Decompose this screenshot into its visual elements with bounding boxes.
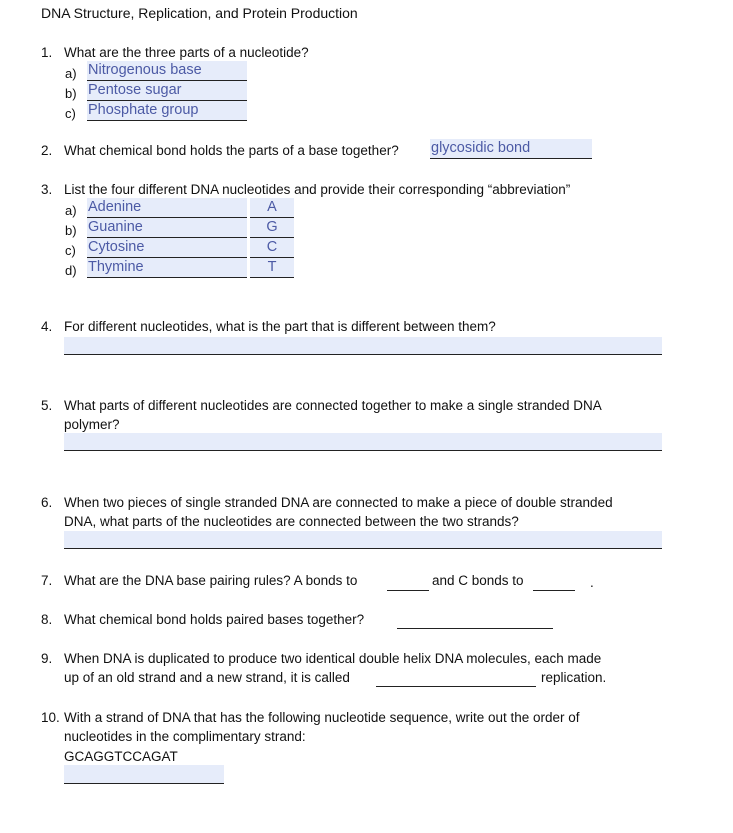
- q8-text: What chemical bond holds paired bases together?: [64, 612, 365, 627]
- q10-text-line2: nucleotides in the complimentary strand:: [64, 729, 306, 744]
- q1-number: 1.: [41, 45, 53, 60]
- q3-label-b: b): [65, 223, 77, 238]
- q5-text-line2: polymer?: [64, 417, 120, 432]
- q3-abbr-c[interactable]: C: [250, 238, 294, 258]
- q7-text-c: .: [590, 575, 594, 590]
- q7-text-a: What are the DNA base pairing rules? A bonds to: [64, 573, 358, 588]
- q10-sequence: GCAGGTCCAGAT: [64, 749, 178, 764]
- q3-name-a[interactable]: Adenine: [87, 198, 247, 218]
- q5-number: 5.: [41, 398, 53, 413]
- q7-text-b: and C bonds to: [432, 573, 524, 588]
- q4-number: 4.: [41, 319, 53, 334]
- q3-abbr-d[interactable]: T: [250, 258, 294, 278]
- q8-answer-blank[interactable]: [397, 628, 553, 629]
- q3-name-d[interactable]: Thymine: [87, 258, 247, 278]
- q5-answer[interactable]: [64, 433, 662, 451]
- q3-text: List the four different DNA nucleotides and provide their corresponding “abbreviation”: [64, 182, 571, 197]
- q7-blank-a-bonds[interactable]: [387, 590, 429, 591]
- q6-answer[interactable]: [64, 531, 662, 549]
- q9-text-line2b: replication.: [541, 670, 607, 685]
- q2-number: 2.: [41, 143, 53, 158]
- page-title: DNA Structure, Replication, and Protein Production: [41, 5, 358, 21]
- q10-text-line1: With a strand of DNA that has the following nucleotide sequence, write out the order of: [64, 710, 580, 725]
- q3-label-c: c): [65, 243, 76, 258]
- q3-label-a: a): [65, 203, 77, 218]
- q1-label-b: b): [65, 86, 77, 101]
- q10-answer[interactable]: [64, 765, 224, 784]
- q6-text-line1: When two pieces of single stranded DNA are connected to make a piece of double stranded: [64, 495, 613, 510]
- q5-text-line1: What parts of different nucleotides are connected together to make a single stranded DNA: [64, 398, 602, 413]
- q2-text: What chemical bond holds the parts of a base together?: [64, 143, 399, 158]
- q4-text: For different nucleotides, what is the part that is different between them?: [64, 319, 496, 334]
- q3-abbr-b[interactable]: G: [250, 218, 294, 238]
- q9-text-line2a: up of an old strand and a new strand, it is called: [64, 670, 350, 685]
- q1-answer-b[interactable]: Pentose sugar: [87, 81, 247, 101]
- q3-label-d: d): [65, 263, 77, 278]
- q2-answer[interactable]: glycosidic bond: [430, 139, 592, 159]
- q3-name-c[interactable]: Cytosine: [87, 238, 247, 258]
- q1-text: What are the three parts of a nucleotide?: [64, 45, 309, 60]
- q3-number: 3.: [41, 182, 53, 197]
- q6-text-line2: DNA, what parts of the nucleotides are connected between the two strands?: [64, 514, 519, 529]
- q8-number: 8.: [41, 612, 53, 627]
- q10-number: 10.: [41, 710, 60, 725]
- q1-answer-a[interactable]: Nitrogenous base: [87, 61, 247, 81]
- q3-abbr-a[interactable]: A: [250, 198, 294, 218]
- q9-number: 9.: [41, 651, 53, 666]
- q9-text-line1: When DNA is duplicated to produce two identical double helix DNA molecules, each made: [64, 651, 602, 666]
- q9-answer-blank[interactable]: [376, 686, 536, 687]
- q1-label-a: a): [65, 66, 77, 81]
- q7-number: 7.: [41, 573, 53, 588]
- q7-blank-c-bonds[interactable]: [533, 590, 575, 591]
- q3-name-b[interactable]: Guanine: [87, 218, 247, 238]
- q6-number: 6.: [41, 495, 53, 510]
- q1-answer-c[interactable]: Phosphate group: [87, 101, 247, 121]
- q1-label-c: c): [65, 106, 76, 121]
- q4-answer[interactable]: [64, 337, 662, 355]
